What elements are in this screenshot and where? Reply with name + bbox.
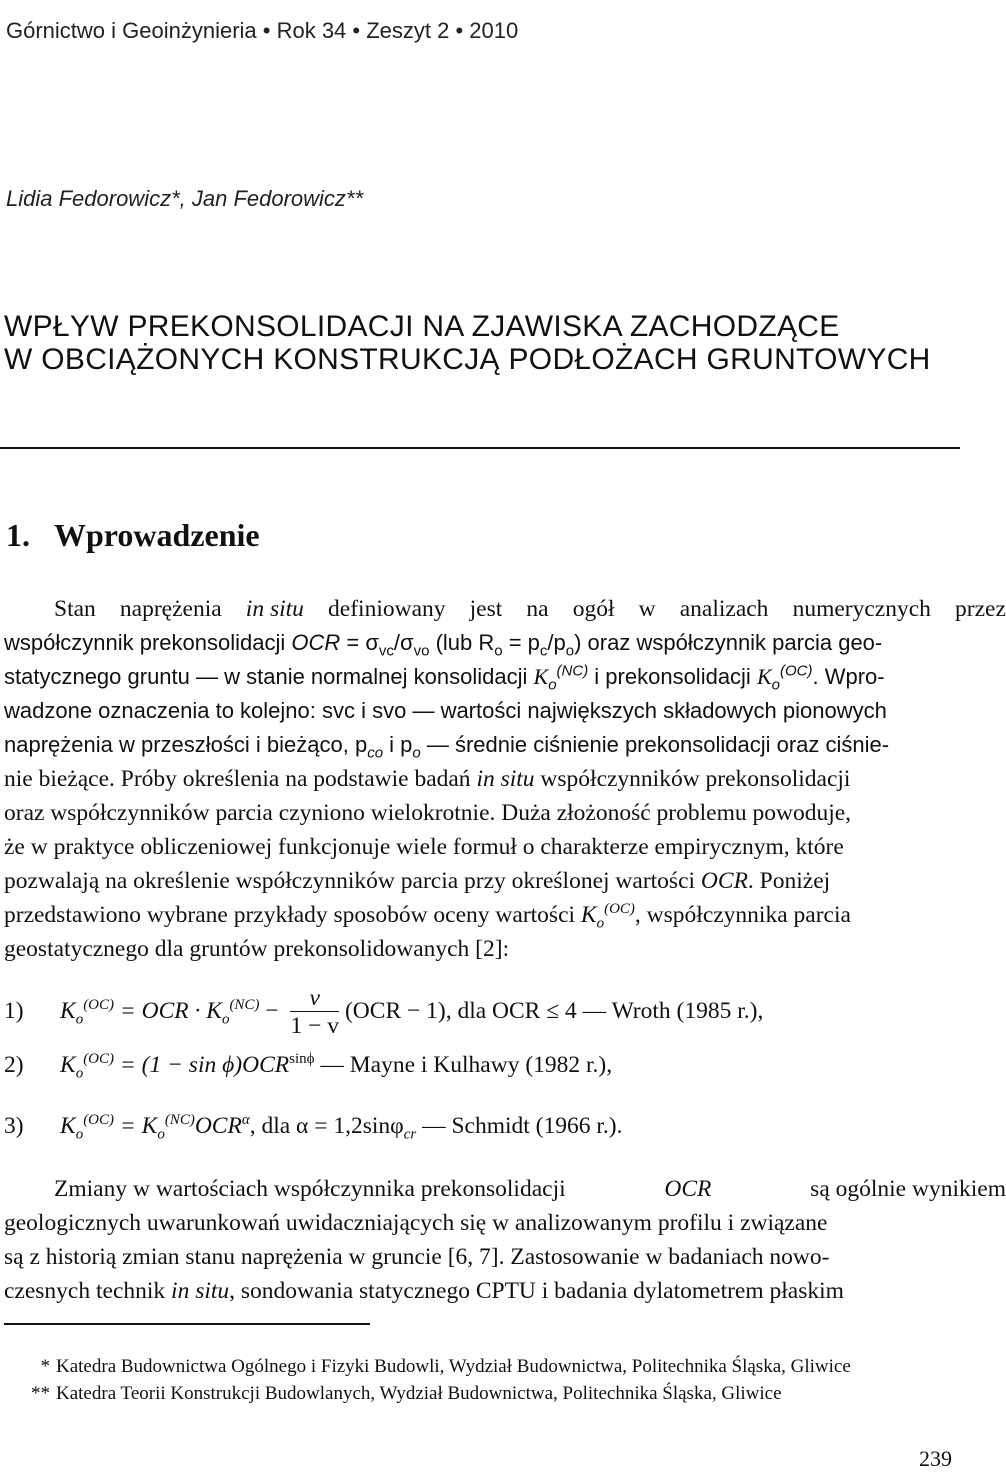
section-title: Wprowadzenie [54,517,260,553]
title-line-2: W OBCIĄŻONYCH KONSTRUKCJĄ PODŁOŻACH GRUNTOWYCH [4,343,931,376]
body-line-8: że w praktyce obliczeniowej funkcjonuje wiele formuł o charakterze empirycznym, które [4,834,844,860]
body2-line-4: czesnych technik in situ, sondowania statycznego CPTU i badania dylatometrem płaskim [4,1278,844,1304]
authors: Lidia Fedorowicz*, Jan Fedorowicz** [6,186,364,211]
formula-3: 3) $K_o^{(OC)} = K_o^{(NC)}OCR^\alpha$, dla α = 1,2sinφ$_{cr}$ — Schmidt (1966 r.). [4,1112,623,1143]
body-line-5: naprężenia w przeszłości i bieżąco, $p_{co}$ i $p_o$ — średnie ciśnienie prekonsolidacji oraz ciśnie- [4,732,890,762]
page-number: 239 [919,1446,952,1471]
body-line-4: wadzone oznaczenia to kolejno: svc i svo — wartości największych składowych pionowych [4,698,887,723]
section-heading [6,517,260,554]
footnote-divider [4,1323,370,1325]
article-title [4,310,931,376]
body-line-6: nie bieżące. Próby określenia na podstawie badań in situ współczynników prekonsolidacji [4,766,851,792]
body2-line-3: są z historią zmian stanu naprężenia w gruncie [6, 7]. Zastosowanie w badaniach nowo- [4,1244,830,1270]
body-line-11: geostatycznego dla gruntów prekonsolidowanych [2]: [4,936,510,962]
fraction: $\frac{v}{1 - v}$ [290,985,339,1039]
body-line-9: pozwalają na określenie współczynników parcia przy określonej wartości OCR. Poniżej [4,868,831,894]
formula-2: 2) $K_o^{(OC)} = (1 - \sin \phi)OCR^{sin\phi}$ — Mayne i Kulhawy (1982 r.), [4,1051,613,1082]
section-number: 1. [6,517,30,553]
formula-1: 1) $K_o^{(OC)}$ = OCR · $K_o^{(NC)}$ − $\frac{v}{1 - v}$ (OCR − 1), dla OCR ≤ 4 — Wroth (1985 r.), [4,985,764,1039]
body-line-1: Stan naprężenia in situ definiowany jest na ogół w analizach numerycznych przez [54,596,1006,622]
title-divider [0,447,960,449]
body2-line-2: geologicznych uwarunkowań uwidaczniających się w analizowanym profilu i związane [4,1210,828,1236]
title-line-1: WPŁYW PREKONSOLIDACJI NA ZJAWISKA ZACHODZĄCE [4,310,840,343]
body-line-3: statycznego gruntu — w stanie normalnej konsolidacji $K_o^{(NC)}$ i prekonsolidacji $K_o^{(OC)}$. Wpro- [4,662,885,694]
footnote-1: * Katedra Budownictwa Ogólnego i Fizyki Budowli, Wydział Budownictwa, Politechnika Śląska, Gliwice [40,1356,851,1377]
body-line-2: współczynnik prekonsolidacji OCR = $\sigma_{vc}/\sigma_{vo}$ (lub $R_o = p_c/p_o$) oraz współczynnik parcia geo- [4,630,883,660]
body-line-7: oraz współczynników parcia czyniono wielokrotnie. Duża złożoność problemu powoduje, [4,800,852,826]
body2-line-1: Zmiany w wartościach współczynnika prekonsolidacji OCR są ogólnie wynikiem [54,1176,1006,1202]
journal-header: Górnictwo i Geoinżynieria • Rok 34 • Zeszyt 2 • 2010 [6,18,519,43]
body-line-10: przedstawiono wybrane przykłady sposobów oceny wartości $K_o^{(OC)}$, współczynnika parcia [4,901,851,932]
footnote-2: ** Katedra Teorii Konstrukcji Budowlanych, Wydział Budownictwa, Politechnika Śląska, Gliwice [31,1383,782,1404]
